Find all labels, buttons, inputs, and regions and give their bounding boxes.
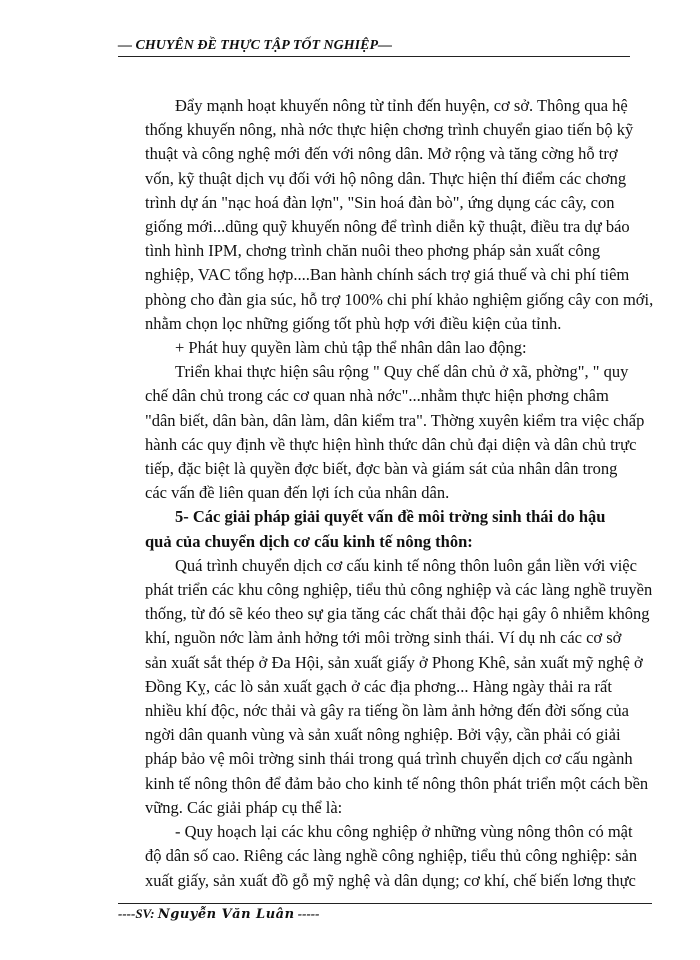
footer-suffix: ----- <box>297 906 320 921</box>
text-line: xuất giấy, sản xuất đồ gỗ mỹ nghệ và dân dụng; cơ khí, chế biến lơng thực <box>145 870 636 890</box>
document-body <box>145 94 654 893</box>
text-line: khí, nguồn nớc làm ảnh hởng tới môi trờng sinh thái. Ví dụ nh các cơ sở <box>145 628 622 648</box>
text-line: + Phát huy quyền làm chủ tập thể nhân dân lao động: <box>175 338 527 358</box>
paragraph-4 <box>145 554 653 820</box>
text-line: ngời dân quanh vùng và sản xuất nông nghiệp. Bởi vậy, cần phải có giải <box>145 725 621 745</box>
text-line: thống khuyến nông, nhà nớc thực hiện chơng trình chuyển giao tiến bộ kỹ <box>145 120 634 140</box>
text-line: tiếp, đặc biệt là quyền đợc biết, đợc bàn và giám sát của nhân dân trong <box>145 459 618 479</box>
text-line: phát triển các khu công nghiệp, tiểu thủ công nghiệp và các làng nghề truyền <box>145 580 653 600</box>
text-line: chế dân chủ trong các cơ quan nhà nớc"...nhằm thực hiện phơng châm <box>145 386 609 406</box>
text-line: "dân biết, dân bàn, dân làm, dân kiểm tra". Thờng xuyên kiểm tra việc chấp <box>145 410 645 430</box>
paragraph-1 <box>145 94 654 336</box>
text-line: giống mới...dũng quỹ khuyến nông để trình diễn kỹ thuật, điều tra dự báo <box>145 217 630 237</box>
text-line: 5- Các giải pháp giải quyết vấn đề môi trờng sinh thái do hậu <box>175 507 606 527</box>
student-signature: Nguyễn Văn Luân <box>157 907 295 922</box>
text-line: nhằm chọn lọc những giống tốt phù hợp với điều kiện của tỉnh. <box>145 313 562 333</box>
text-line: - Quy hoạch lại các khu công nghiệp ở những vùng nông thôn có mật <box>175 822 633 842</box>
text-line: thuật và công nghệ mới đến với nông dân. Mở rộng và tăng cờng hỗ trợ <box>145 144 618 164</box>
text-line: Đồng Kỵ, các lò sản xuất gạch ở các địa phơng... Hàng ngày thải ra rất <box>145 676 612 696</box>
text-line: phòng cho đàn gia súc, hỗ trợ 100% chi phí khảo nghiệm giống cây con mới, <box>145 289 654 309</box>
text-line: nhiều khí độc, nớc thải và gây ra tiếng ồn làm ảnh hởng đến đời sống của <box>145 701 629 721</box>
text-line: vững. Các giải pháp cụ thể là: <box>145 797 343 817</box>
text-line: sản xuất sắt thép ở Đa Hội, sản xuất giấy ở Phong Khê, sản xuất mỹ nghệ ở <box>145 652 643 672</box>
paragraph-2 <box>145 336 629 360</box>
text-line: tình hình IPM, chơng trình chăn nuôi theo phơng pháp sản xuất công <box>145 241 601 261</box>
header-title: — CHUYÊN ĐỀ THỰC TẬP TỐT NGHIỆP— <box>118 38 392 53</box>
section-heading <box>145 505 629 553</box>
text-line: pháp bảo vệ môi trờng sinh thái trong quá trình chuyển dịch cơ cấu ngành <box>145 749 633 769</box>
text-line: kinh tế nông thôn để đảm bảo cho kinh tế nông thôn phát triển một cách bền <box>145 773 649 793</box>
page-header <box>118 38 630 57</box>
paragraph-3 <box>145 360 645 505</box>
text-line: độ dân số cao. Riêng các làng nghề công nghiệp, tiểu thủ công nghiệp: sản <box>145 846 638 866</box>
text-line: vốn, kỹ thuật dịch vụ đối với hộ nông dân. Thực hiện thí điểm các chơng <box>145 168 627 188</box>
text-line: Quá trình chuyển dịch cơ cấu kinh tế nông thôn luôn gắn liền với việc <box>175 555 637 575</box>
text-line: Triển khai thực hiện sâu rộng " Quy chế dân chủ ở xã, phờng", " quy <box>175 362 629 382</box>
text-line: các vấn đề liên quan đến lợi ích của nhân dân. <box>145 483 450 503</box>
footer-prefix: ----SV: <box>118 906 155 921</box>
text-line: nghiệp, VAC tổng hợp....Ban hành chính sách trợ giá thuế và chi phí tiêm <box>145 265 630 285</box>
page-footer <box>118 903 652 922</box>
paragraph-5 <box>145 820 638 893</box>
text-line: trình dự án "nạc hoá đàn lợn", "Sin hoá đàn bò", ứng dụng các cây, con <box>145 192 615 212</box>
text-line: hành các quy định về thực hiện hình thức dân chủ đại diện và dân chủ trực <box>145 434 637 454</box>
text-line: quả của chuyển dịch cơ cấu kinh tế nông thôn: <box>145 531 473 551</box>
text-line: Đẩy mạnh hoạt khuyến nông từ tỉnh đến huyện, cơ sở. Thông qua hệ <box>175 96 628 115</box>
text-line: thống, từ đó sẽ kéo theo sự gia tăng các chất thải độc hại gây ô nhiễm không <box>145 604 650 624</box>
